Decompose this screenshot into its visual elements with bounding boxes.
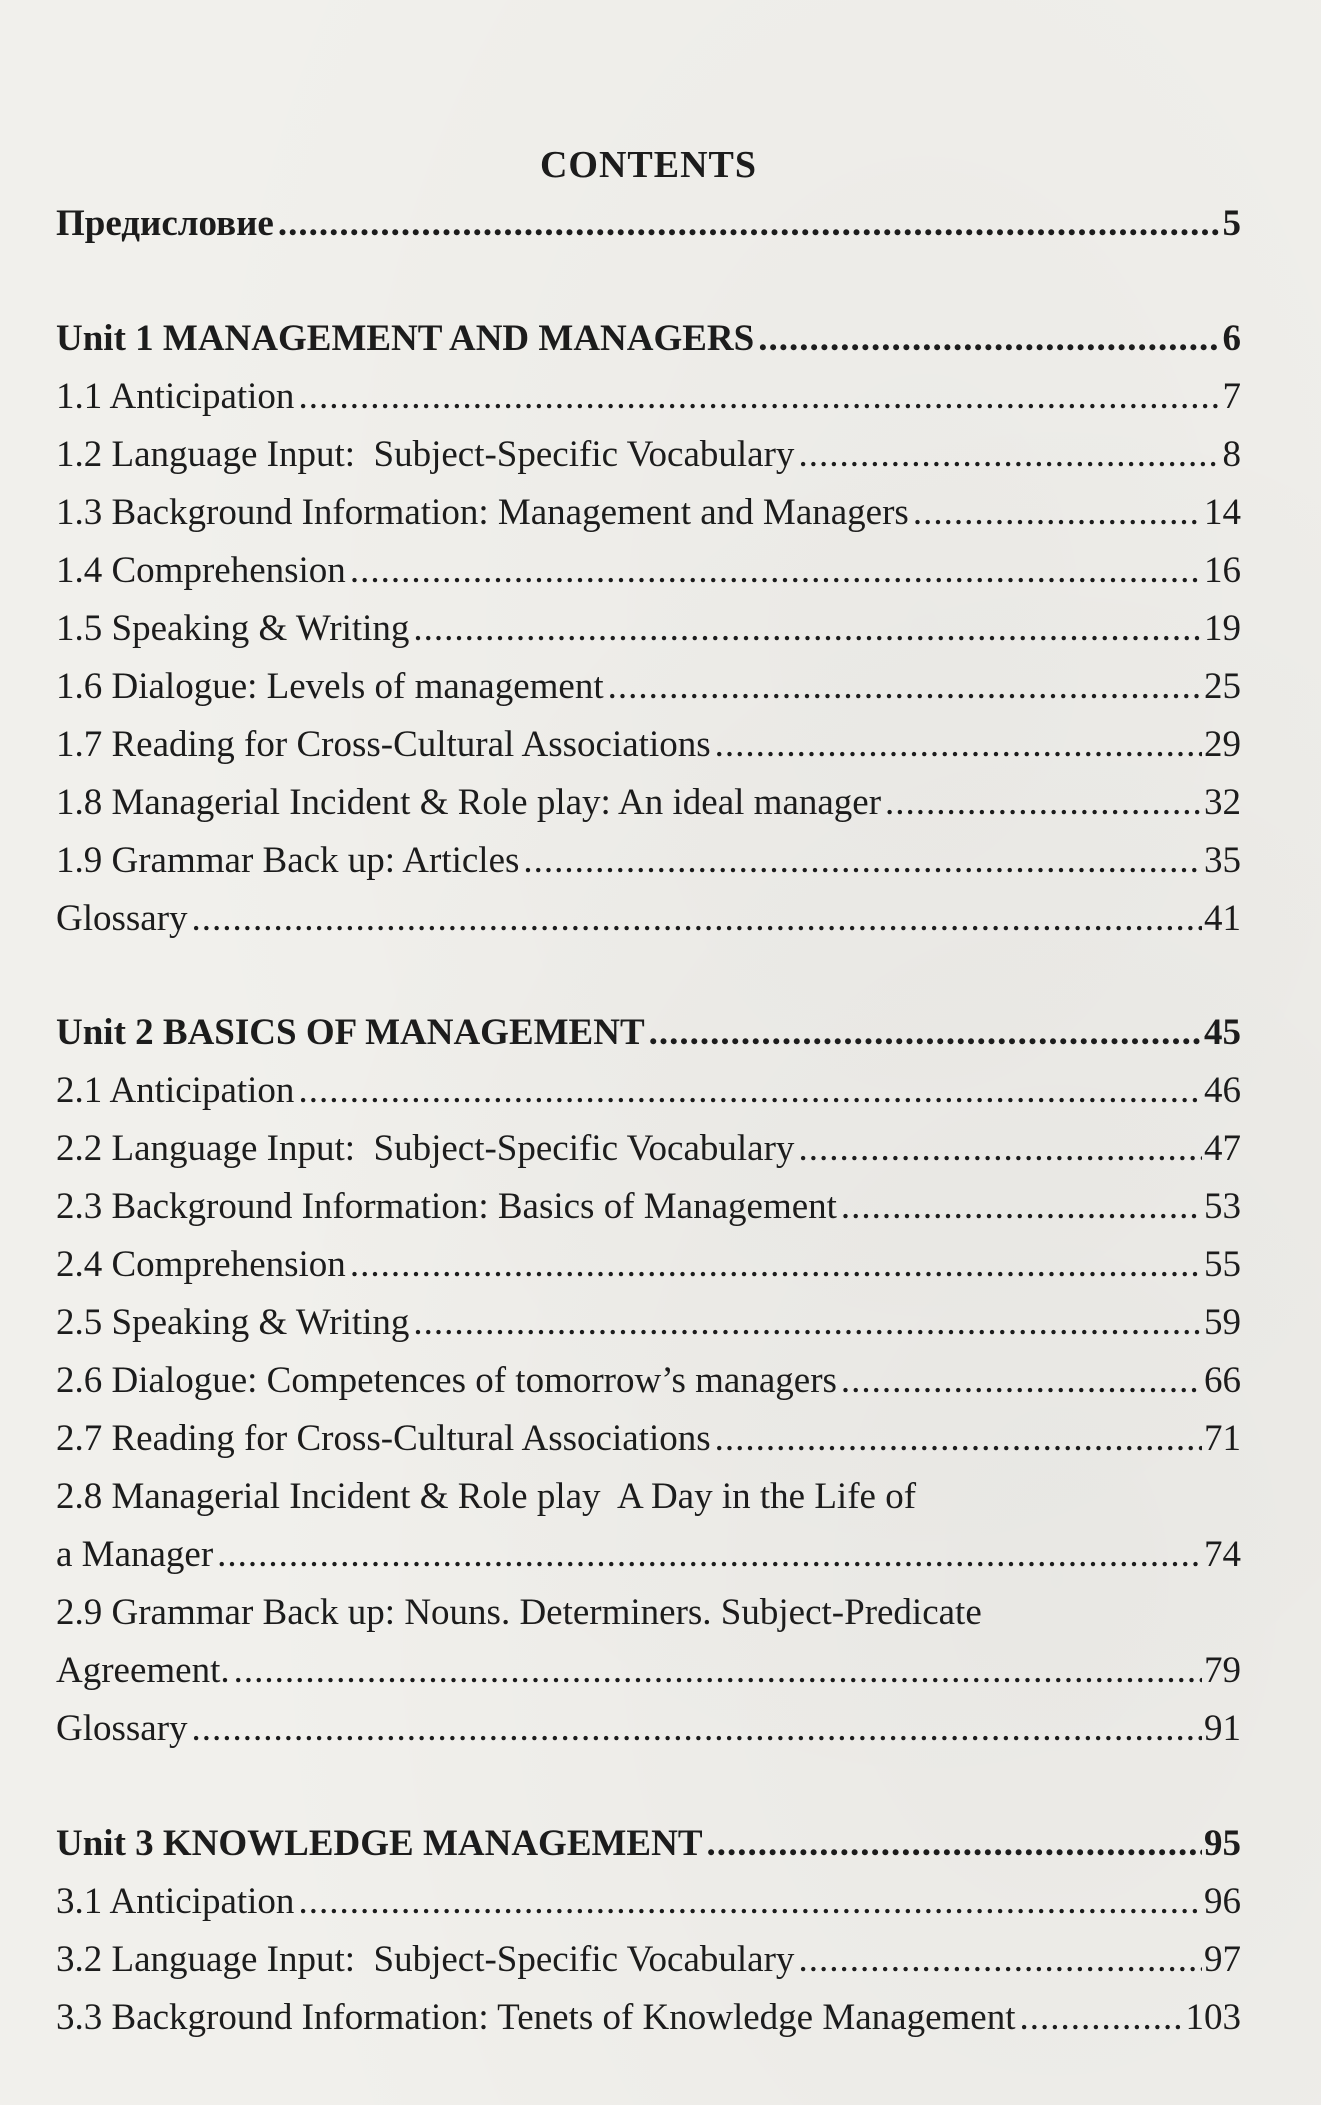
toc-page-number: 7 <box>1222 376 1241 417</box>
toc-entry <box>56 716 1241 774</box>
toc-entry <box>56 1294 1241 1352</box>
toc-leader-dots <box>798 1931 1202 1989</box>
unit-title: Unit 3 KNOWLEDGE MANAGEMENT <box>56 1823 703 1864</box>
toc-leader-dots <box>350 542 1202 600</box>
toc-entry <box>56 1642 1241 1700</box>
toc-leader-dots <box>278 195 1221 253</box>
toc-page-number: 71 <box>1204 1418 1241 1459</box>
toc-page-number: 66 <box>1204 1360 1241 1401</box>
toc-page-number: 55 <box>1204 1244 1241 1285</box>
toc-page-number: 41 <box>1204 898 1241 939</box>
toc-entry <box>56 1526 1241 1584</box>
toc-entry-label: 2.2 Language Input: Subject-Specific Vocabulary <box>56 1128 795 1169</box>
toc-leader-dots <box>758 310 1220 368</box>
toc-page-number: 91 <box>1204 1708 1241 1749</box>
toc-page-number: 103 <box>1185 1997 1241 2038</box>
toc-entry-label: 1.7 Reading for Cross-Cultural Associations <box>56 724 711 765</box>
toc-entry-label: 3.2 Language Input: Subject-Specific Vocabulary <box>56 1939 795 1980</box>
toc-entry <box>56 426 1241 484</box>
toc-entry-label: 3.1 Anticipation <box>56 1881 295 1922</box>
toc-entry-label: Glossary <box>56 1708 188 1749</box>
toc-entry <box>56 484 1241 542</box>
toc-page-number: 46 <box>1204 1070 1241 1111</box>
toc-leader-dots <box>798 426 1220 484</box>
toc-leader-dots <box>217 1526 1202 1584</box>
toc-leader-dots <box>192 1700 1202 1758</box>
toc-page-number: 47 <box>1204 1128 1241 1169</box>
toc-page-number: 96 <box>1204 1881 1241 1922</box>
toc-entry <box>56 1410 1241 1468</box>
toc-page-number: 14 <box>1204 492 1241 533</box>
toc-leader-dots <box>234 1642 1202 1700</box>
toc-leader-dots <box>608 658 1202 716</box>
toc-leader-dots <box>1020 1989 1184 2047</box>
spacer <box>56 1758 1241 1815</box>
toc-entry <box>56 1873 1241 1931</box>
toc-leader-dots <box>885 774 1202 832</box>
toc-entry-glossary <box>56 1700 1241 1758</box>
toc-leader-dots <box>715 716 1202 774</box>
toc-entry-label: 1.8 Managerial Incident & Role play: An ideal manager <box>56 782 882 823</box>
unit-heading-2 <box>56 1004 1241 1062</box>
toc-entry <box>56 774 1241 832</box>
toc-entry <box>56 1178 1241 1236</box>
toc-leader-dots <box>413 1294 1202 1352</box>
toc-leader-dots <box>707 1815 1202 1873</box>
toc-page-number: 29 <box>1204 724 1241 765</box>
toc-entry-label: 2.5 Speaking & Writing <box>56 1302 410 1343</box>
toc-leader-dots <box>298 1873 1202 1931</box>
toc-leader-dots <box>649 1004 1202 1062</box>
toc-leader-dots <box>350 1236 1202 1294</box>
unit-title: Unit 1 MANAGEMENT AND MANAGERS <box>56 318 755 359</box>
toc-page-number: 35 <box>1204 840 1241 881</box>
toc-entry <box>56 368 1241 426</box>
toc-entry-label: 2.7 Reading for Cross-Cultural Associations <box>56 1418 711 1459</box>
toc-entry-label: 3.3 Background Information: Tenets of Knowledge Management <box>56 1997 1016 2038</box>
toc-leader-dots <box>841 1178 1202 1236</box>
toc-entry-first-line: 2.8 Managerial Incident & Role play A Day in the Life of <box>56 1476 917 1517</box>
toc-page-number: 53 <box>1204 1186 1241 1227</box>
toc-page-number: 97 <box>1204 1939 1241 1980</box>
toc-entry <box>56 1989 1241 2047</box>
toc-leader-dots <box>523 832 1202 890</box>
toc-entry-label: 2.6 Dialogue: Competences of tomorrow’s managers <box>56 1360 837 1401</box>
toc-entry-label: Agreement. <box>56 1650 230 1691</box>
toc-entry <box>56 600 1241 658</box>
toc-entry <box>56 1931 1241 1989</box>
toc-page-number: 59 <box>1204 1302 1241 1343</box>
contents-heading: CONTENTS <box>539 144 758 186</box>
toc-entry <box>56 1236 1241 1294</box>
toc-entry-label: Glossary <box>56 898 188 939</box>
toc-entry <box>56 1120 1241 1178</box>
toc-page-number: 95 <box>1204 1823 1241 1864</box>
toc-entry-preface <box>56 195 1241 253</box>
toc-entry-label: 1.2 Language Input: Subject-Specific Vocabulary <box>56 434 795 475</box>
toc-page-number: 8 <box>1222 434 1241 475</box>
toc-entry-label: 1.9 Grammar Back up: Articles <box>56 840 520 881</box>
toc-entry-label: 1.5 Speaking & Writing <box>56 608 410 649</box>
toc-page-number: 45 <box>1204 1012 1241 1053</box>
toc-entry <box>56 1062 1241 1120</box>
toc-leader-dots <box>841 1352 1202 1410</box>
toc-entry-label: 1.1 Anticipation <box>56 376 295 417</box>
unit-heading-1 <box>56 310 1241 368</box>
toc-leader-dots <box>913 484 1202 542</box>
toc-entry-glossary <box>56 890 1241 948</box>
toc-page-number: 19 <box>1204 608 1241 649</box>
toc-leader-dots <box>298 368 1220 426</box>
toc-entry <box>56 1352 1241 1410</box>
toc-page-number: 16 <box>1204 550 1241 591</box>
toc-entry-label: 1.6 Dialogue: Levels of management <box>56 666 604 707</box>
toc-page-number: 25 <box>1204 666 1241 707</box>
unit-heading-3 <box>56 1815 1241 1873</box>
toc-entry-label: Предисловие <box>56 203 274 244</box>
toc-page-number: 32 <box>1204 782 1241 823</box>
toc-entry-label: a Manager <box>56 1534 214 1575</box>
toc-entry-label: 2.3 Background Information: Basics of Management <box>56 1186 837 1227</box>
toc-leader-dots <box>413 600 1202 658</box>
toc-entry-label: 1.3 Background Information: Management and Managers <box>56 492 909 533</box>
toc-entry-first-line: 2.9 Grammar Back up: Nouns. Determiners. Subject-Predicate <box>56 1592 982 1633</box>
unit-title: Unit 2 BASICS OF MANAGEMENT <box>56 1012 645 1053</box>
toc-page-number: 5 <box>1222 203 1241 244</box>
toc-entry <box>56 832 1241 890</box>
toc-entry-label: 1.4 Comprehension <box>56 550 346 591</box>
toc-page-number: 6 <box>1222 318 1241 359</box>
toc-leader-dots <box>715 1410 1202 1468</box>
toc-entry <box>56 542 1241 600</box>
spacer <box>56 948 1241 1004</box>
toc-entry-label: 2.4 Comprehension <box>56 1244 346 1285</box>
toc-page-number: 74 <box>1204 1534 1241 1575</box>
toc-leader-dots <box>192 890 1202 948</box>
toc-leader-dots <box>798 1120 1202 1178</box>
spacer <box>56 253 1241 310</box>
toc-entry <box>56 658 1241 716</box>
toc-leader-dots <box>298 1062 1202 1120</box>
toc-page-number: 79 <box>1204 1650 1241 1691</box>
toc-entry-label: 2.1 Anticipation <box>56 1070 295 1111</box>
